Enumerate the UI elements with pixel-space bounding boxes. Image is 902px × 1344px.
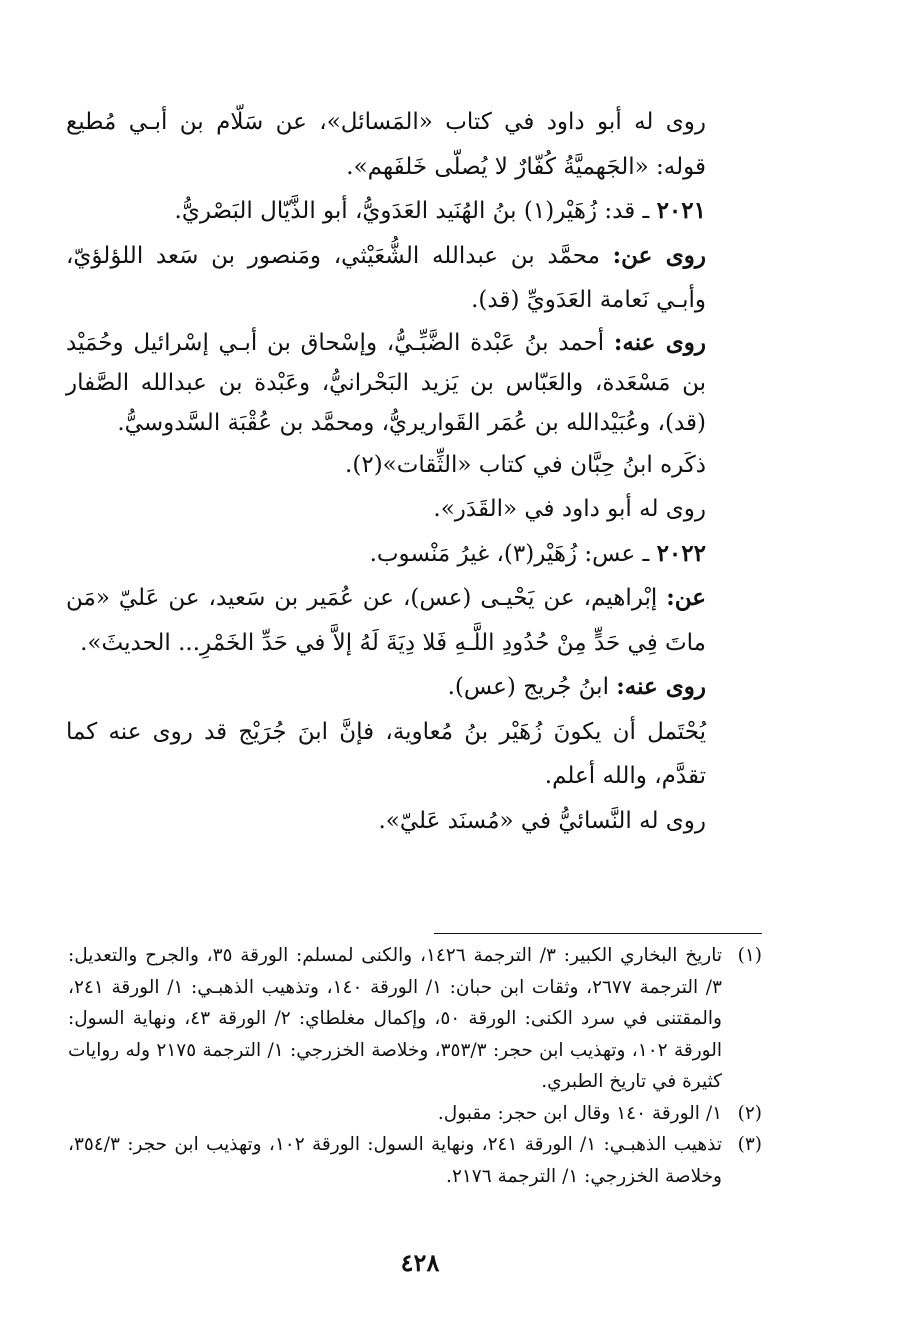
entry-2022-heading bbox=[66, 532, 706, 577]
main-text bbox=[66, 100, 706, 843]
paragraph-narrated-from bbox=[66, 234, 706, 323]
entry-name: ـ عس: زُهَيْر(٣)، غيرُ مَنْسوب. bbox=[369, 540, 650, 567]
footnote-text: ١/ الورقة ١٤٠ وقال ابن حجر: مقبول. bbox=[437, 1102, 722, 1124]
footnote-number: (٣) bbox=[737, 1134, 762, 1155]
page-number: ٤٢٨ bbox=[400, 1248, 440, 1277]
paragraph-nasai: روى له النَّسائيُّ في «مُسنَد عَليّ». bbox=[378, 807, 706, 834]
entry-number: ٢٠٢٢ bbox=[656, 539, 706, 567]
narrated-by-label: روى عنه: bbox=[613, 328, 706, 356]
paragraph-possibly-zuhayr: يُحْتَمل أن يكونَ زُهَيْر بنُ مُعاوية، فإنَّ ابنَ جُرَيْج قد روى عنه كما تقدَّم، والله أعلم. bbox=[66, 718, 706, 789]
entry-name: ـ قد: زُهَيْر(١) بنُ الهُنَيد العَدَويُّ، أبو الذَّيّال البَصْريُّ. bbox=[174, 198, 650, 224]
footnote-number: (١) bbox=[737, 945, 762, 966]
narrated-by-text: ابنُ جُريج (عس). bbox=[447, 674, 609, 700]
paragraph-narrated-by-ibn-jurayj bbox=[66, 665, 706, 710]
entry-2021-heading bbox=[66, 189, 706, 234]
from-text: إبْراهيم، عن يَحْيـى (عس)، عن عُمَير بن سَعيد، عن عَليّ «مَن ماتَ فِي حَدٍّ مِنْ حُدُودِ اللَّـهِ فَلا دِيَةَ لَهُ إلاَّ في حَدِّ الخَمْرِ... الحديثَ». bbox=[66, 585, 706, 656]
footnote-number: (٢) bbox=[737, 1102, 762, 1124]
paragraph-narrated-by bbox=[66, 323, 706, 443]
footnote-separator bbox=[434, 933, 762, 934]
narrated-from-label: روى عن: bbox=[612, 241, 706, 269]
narrated-from-text: محمَّد بن عبدالله الشُّعَيْثي، ومَنصور بن سَعد اللؤلؤيّ، وأبـي نَعامة العَدَويِّ (قد). bbox=[66, 242, 706, 313]
paragraph-ibn-hibban: ذكَره ابنُ حِبَّان في كتاب «الثِّقات»(٢). bbox=[345, 451, 706, 478]
footnote-text: تاريخ البخاري الكبير: ٣/ الترجمة ١٤٢٦، والكنى لمسلم: الورقة ٣٥، والجرح والتعديل: ٣/ الترجمة ٢٦٧٧، وثقات ابن حبان: ١/ الورقة ١٤٠، وتذهيب الذهبـي: ١/ الورقة ٢٤١، والمقتنى في سرد الكنى: الورقة ٥٠، وإكمال مغلطاي: ٢/ الورقة ٤٣، ونهاية السول: الورقة ١٠٢، وتهذيب ابن حجر: ٣٥٣/٣، وخلاصة الخزرجي: ١/ الترجمة ٢١٧٥ وله روايات كثيرة في تاريخ الطبري. bbox=[68, 945, 722, 1092]
paragraph-abu-dawud-qadar: روى له أبو داود في «القَدَر». bbox=[433, 496, 706, 522]
narrated-by-label: روى عنه: bbox=[616, 673, 706, 700]
footnotes bbox=[68, 940, 762, 1192]
entry-number: ٢٠٢١ bbox=[656, 197, 706, 224]
paragraph-from-ibrahim bbox=[66, 576, 706, 665]
footnote-1 bbox=[68, 940, 762, 1098]
from-label: عن: bbox=[666, 584, 707, 611]
footnote-2 bbox=[68, 1098, 762, 1130]
paragraph-abu-dawud-masail: روى له أبو داود في كتاب «المَسائل»، عن سَلّام بن أبـي مُطيع قوله: «الجَهميَّةُ كُفّارٌ لا يُصلّى خَلفَهم». bbox=[66, 109, 706, 180]
narrated-by-text: أحمد بنُ عَبْدة الضَّبِّـيُّ، وإسْحاق بن أبـي إسْرائيل وحُمَيْد بن مَسْعَدة، والعَبّاس بن يَزيد البَحْرانيُّ، وعَبْدة بن عبدالله الصَّفار (قد)، وعُبَيْدالله بن عُمَر القَواريريُّ، ومحمَّد بن عُقْبَة السَّدوسيُّ. bbox=[66, 329, 706, 436]
footnote-text: تذهيب الذهبـي: ١/ الورقة ٢٤١، ونهاية السول: الورقة ١٠٢، وتهذيب ابن حجر: ٣٥٤/٣، وخلاصة الخزرجي: ١/ الترجمة ٢١٧٦. bbox=[68, 1134, 722, 1187]
footnote-3 bbox=[68, 1129, 762, 1192]
